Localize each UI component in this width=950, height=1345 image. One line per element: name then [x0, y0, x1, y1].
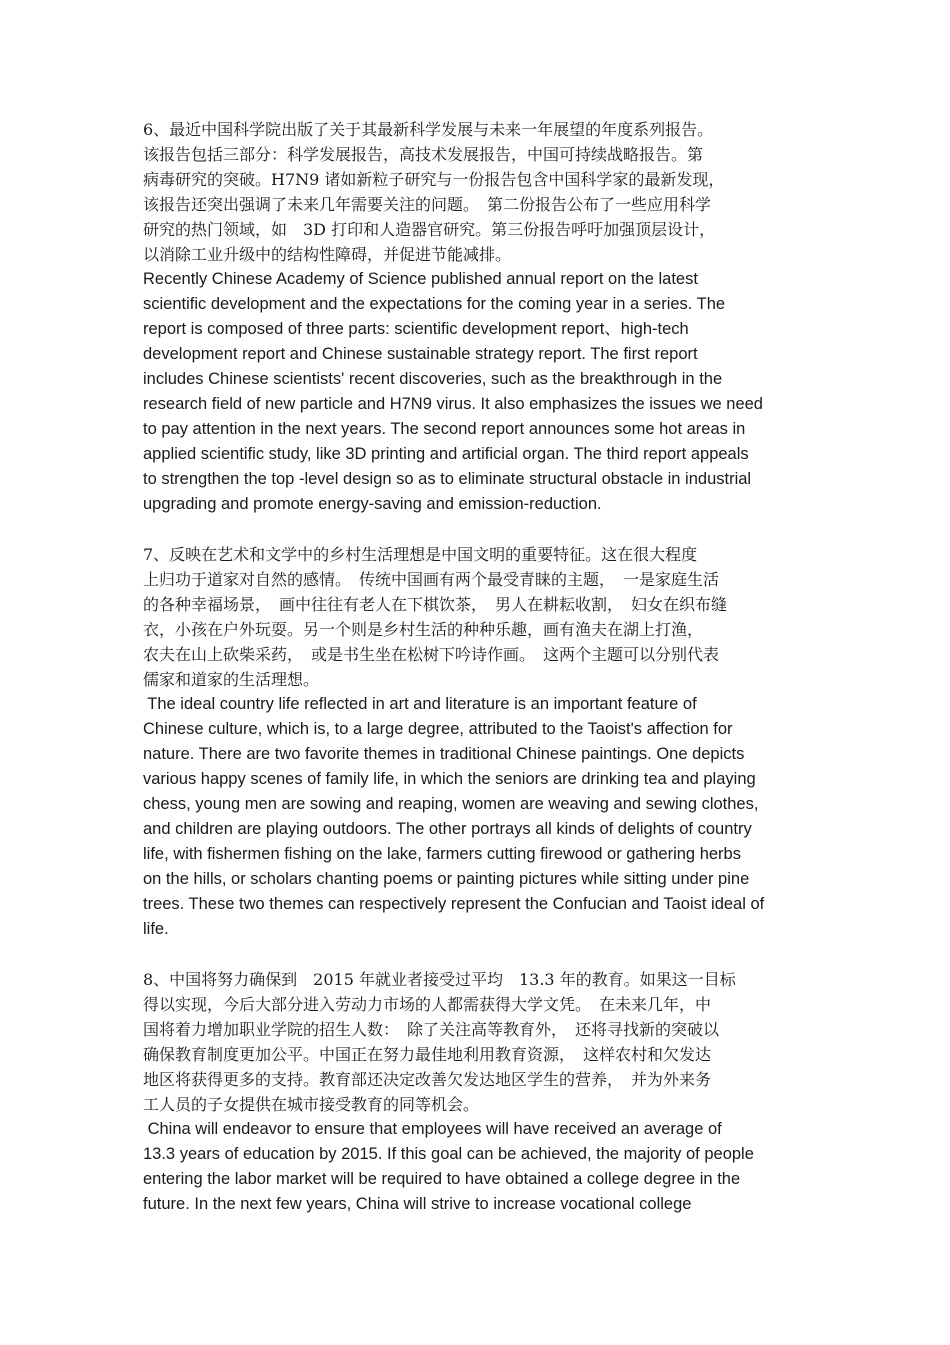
text-line: 上归功于道家对自然的感情。 传统中国画有两个最受青睐的主题， 一是家庭生活: [143, 570, 720, 589]
text-line: and children are playing outdoors. The other portrays all kinds of delights of country: [143, 820, 752, 838]
section-7: [143, 542, 823, 942]
text-line: 国将着力增加职业学院的招生人数： 除了关注高等教育外， 还将寻找新的突破以: [143, 1020, 720, 1039]
text-line: upgrading and promote energy-saving and emission-reduction.: [143, 495, 602, 513]
text-line: trees. These two themes can respectively represent the Confucian and Taoist ideal of: [143, 895, 765, 913]
section-6-chinese: [143, 117, 823, 267]
text-line: includes Chinese scientists' recent discoveries, such as the breakthrough in the: [143, 370, 723, 388]
text-line: scientific development and the expectations for the coming year in a series. The: [143, 295, 726, 313]
text-line: 得以实现，今后大部分进入劳动力市场的人都需获得大学文凭。 在未来几年，中: [143, 995, 712, 1014]
text-line: 6、最近中国科学院出版了关于其最新科学发展与未来一年展望的年度系列报告。: [143, 120, 714, 139]
section-spacer: [143, 942, 823, 967]
text-line: to pay attention in the next years. The second report announces some hot areas in: [143, 420, 746, 438]
text-line: 工人员的子女提供在城市接受教育的同等机会。: [143, 1095, 480, 1114]
text-line: 衣，小孩在户外玩耍。另一个则是乡村生活的种种乐趣，画有渔夫在湖上打渔，: [143, 620, 704, 639]
text-line: 儒家和道家的生活理想。: [143, 670, 320, 689]
text-line: chess, young men are sowing and reaping, women are weaving and sewing clothes,: [143, 795, 759, 813]
text-line: 该报告包括三部分：科学发展报告，高技术发展报告，中国可持续战略报告。第: [143, 145, 704, 164]
text-line: 研究的热门领域，如 3D 打印和人造器官研究。第三份报告呼吁加强顶层设计，: [143, 220, 716, 239]
text-line: nature. There are two favorite themes in traditional Chinese paintings. One depicts: [143, 745, 745, 763]
text-line: life.: [143, 920, 169, 938]
section-7-english: [143, 692, 823, 942]
text-line: The ideal country life reflected in art and literature is an important feature of: [143, 695, 697, 713]
text-line: Chinese culture, which is, to a large degree, attributed to the Taoist's affection for: [143, 720, 733, 738]
text-line: 地区将获得更多的支持。教育部还决定改善欠发达地区学生的营养， 并为外来务: [143, 1070, 712, 1089]
text-line: report is composed of three parts: scientific development report、high-tech: [143, 320, 689, 338]
section-6-english: [143, 267, 823, 517]
text-line: on the hills, or scholars chanting poems or painting pictures while sitting under pine: [143, 870, 750, 888]
text-line: research field of new particle and H7N9 virus. It also emphasizes the issues we need: [143, 395, 763, 413]
text-line: 农夫在山上砍柴采药， 或是书生坐在松树下吟诗作画。 这两个主题可以分别代表: [143, 645, 720, 664]
text-line: Recently Chinese Academy of Science published annual report on the latest: [143, 270, 698, 288]
text-line: 确保教育制度更加公平。中国正在努力最佳地利用教育资源， 这样农村和欠发达: [143, 1045, 712, 1064]
section-8-chinese: [143, 967, 823, 1117]
section-spacer: [143, 517, 823, 542]
text-line: 病毒研究的突破。H7N9 诸如新粒子研究与一份报告包含中国科学家的最新发现，: [143, 170, 725, 189]
text-line: 7、反映在艺术和文学中的乡村生活理想是中国文明的重要特征。这在很大程度: [143, 545, 698, 564]
text-line: 该报告还突出强调了未来几年需要关注的问题。 第二份报告公布了一些应用科学: [143, 195, 712, 214]
text-line: entering the labor market will be required to have obtained a college degree in the: [143, 1170, 741, 1188]
document-page: [143, 117, 823, 1217]
text-line: 以消除工业升级中的结构性障碍，并促进节能减排。: [143, 245, 512, 264]
text-line: future. In the next few years, China will strive to increase vocational college: [143, 1195, 692, 1213]
text-line: life, with fishermen fishing on the lake, farmers cutting firewood or gathering herbs: [143, 845, 741, 863]
section-7-chinese: [143, 542, 823, 692]
text-line: various happy scenes of family life, in which the seniors are drinking tea and playing: [143, 770, 756, 788]
section-8-english: [143, 1117, 823, 1217]
text-line: 的各种幸福场景， 画中往往有老人在下棋饮茶， 男人在耕耘收割， 妇女在织布缝: [143, 595, 728, 614]
text-line: development report and Chinese sustainable strategy report. The first report: [143, 345, 698, 363]
text-line: 13.3 years of education by 2015. If this goal can be achieved, the majority of people: [143, 1145, 754, 1163]
text-line: to strengthen the top -level design so as to eliminate structural obstacle in industrial: [143, 470, 752, 488]
section-6: [143, 117, 823, 517]
text-line: 8、中国将努力确保到 2015 年就业者接受过平均 13.3 年的教育。如果这一目标: [143, 970, 736, 989]
text-line: applied scientific study, like 3D printing and artificial organ. The third report appeals: [143, 445, 749, 463]
section-8: [143, 967, 823, 1217]
text-line: China will endeavor to ensure that employees will have received an average of: [143, 1120, 722, 1138]
